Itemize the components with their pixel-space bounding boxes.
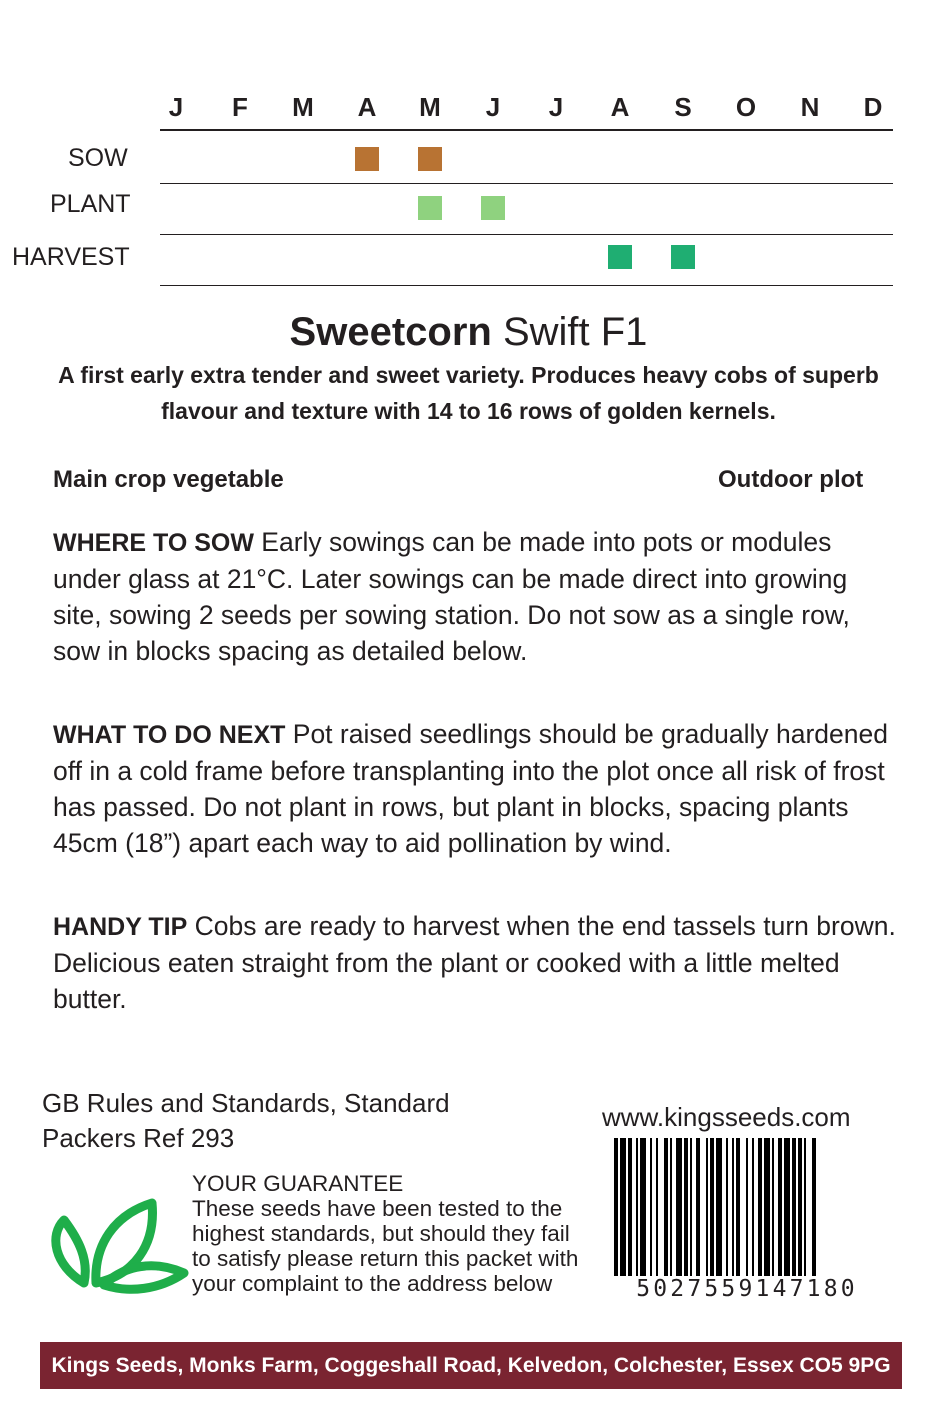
month-label: D bbox=[863, 92, 883, 122]
barcode-bar bbox=[792, 1138, 796, 1298]
product-name: Sweetcorn bbox=[289, 310, 492, 354]
section-handy-tip bbox=[53, 908, 903, 1017]
calendar-cell bbox=[355, 147, 379, 171]
barcode-bar bbox=[690, 1138, 692, 1298]
barcode-bar bbox=[628, 1138, 632, 1298]
barcode-bar bbox=[726, 1138, 728, 1298]
calendar-cell bbox=[671, 245, 695, 269]
calendar-cell bbox=[418, 196, 442, 220]
section-text: Early sowings can be made into pots or modules under glass at 21°C. Later sowings can be made direct into growing site, sowing 2 seeds per sowing station. Do not sow as a single row, sow in blocks spacing as detailed below. bbox=[53, 527, 850, 666]
section-text: Cobs are ready to harvest when the end tassels turn brown. Delicious eaten straight from the plant or cooked with a little melted butter. bbox=[53, 911, 896, 1014]
barcode-bar bbox=[772, 1138, 774, 1298]
month-label: J bbox=[168, 92, 184, 122]
barcode-bar bbox=[752, 1138, 754, 1298]
month-label: M bbox=[292, 92, 314, 122]
barcode-bar bbox=[636, 1138, 638, 1298]
barcode-bar bbox=[716, 1138, 722, 1298]
barcode-bar bbox=[684, 1138, 688, 1298]
row-label-sow: SOW bbox=[68, 144, 128, 172]
barcode-bar bbox=[614, 1138, 618, 1298]
month-label: F bbox=[232, 92, 248, 122]
section-heading: HANDY TIP bbox=[53, 913, 188, 941]
month-label: J bbox=[548, 92, 564, 122]
section-heading: WHERE TO SOW bbox=[53, 529, 254, 557]
website-link[interactable]: www.kingsseeds.com bbox=[602, 1102, 851, 1132]
calendar-cell bbox=[608, 245, 632, 269]
product-title bbox=[0, 310, 937, 355]
variety-name: Swift F1 bbox=[491, 310, 648, 354]
month-label: M bbox=[419, 92, 441, 122]
calendar-divider bbox=[160, 183, 893, 184]
barcode-bar bbox=[676, 1138, 682, 1298]
section-text: Pot raised seedlings should be gradually hardened off in a cold frame before transplanting into the plot once all risk of frost has passed. Do not plant in rows, but plant in blocks, spacing plants 45cm (18”) apart each way to aid pollination by wind. bbox=[53, 719, 888, 858]
calendar-divider bbox=[160, 285, 893, 286]
crop-type: Main crop vegetable bbox=[53, 466, 284, 493]
month-label: A bbox=[357, 92, 377, 122]
barcode-bar bbox=[664, 1138, 668, 1298]
barcode-bar bbox=[710, 1138, 714, 1298]
barcode-bar bbox=[650, 1138, 652, 1298]
row-label-plant: PLANT bbox=[50, 190, 131, 218]
barcode-bar bbox=[784, 1138, 790, 1298]
month-label: S bbox=[674, 92, 692, 122]
barcode-bar bbox=[656, 1138, 658, 1298]
guarantee bbox=[192, 1171, 582, 1296]
guarantee-heading: YOUR GUARANTEE bbox=[192, 1171, 404, 1196]
section-what-to-do-next bbox=[53, 716, 903, 861]
barcode-bar bbox=[764, 1138, 770, 1298]
calendar-cell bbox=[481, 196, 505, 220]
barcode-bar bbox=[670, 1138, 672, 1298]
section-heading: WHAT TO DO NEXT bbox=[53, 721, 286, 749]
barcode-bar bbox=[778, 1138, 782, 1298]
leaf-logo-icon bbox=[44, 1195, 189, 1295]
barcode-bar bbox=[804, 1138, 806, 1298]
calendar-divider bbox=[160, 129, 893, 131]
barcode-bar bbox=[706, 1138, 708, 1298]
guarantee-text: These seeds have been tested to the highest standards, but should they fail to satisfy please return this packet with your complaint to the address below bbox=[192, 1196, 579, 1296]
calendar-divider bbox=[160, 234, 893, 235]
barcode-bar bbox=[812, 1138, 816, 1298]
barcode-bar bbox=[732, 1138, 734, 1298]
product-description: A first early extra tender and sweet variety. Produces heavy cobs of superb flavour and texture with 14 to 16 rows of golden kernels. bbox=[58, 362, 879, 424]
barcode-bar bbox=[746, 1138, 748, 1298]
barcode-bar bbox=[696, 1138, 700, 1298]
footer-address-bar: Kings Seeds, Monks Farm, Coggeshall Road, Kelvedon, Colchester, Essex CO5 9PG bbox=[40, 1342, 902, 1389]
barcode-bar bbox=[758, 1138, 762, 1298]
barcode-bar bbox=[736, 1138, 740, 1298]
barcode-bar bbox=[620, 1138, 626, 1298]
calendar-cell bbox=[418, 147, 442, 171]
month-label: O bbox=[735, 92, 757, 122]
barcode-bar bbox=[640, 1138, 646, 1298]
barcode-number: 5027559147180 bbox=[614, 1276, 880, 1302]
standards-text: GB Rules and Standards, Standard Packers Ref 293 bbox=[42, 1088, 450, 1153]
growing-location: Outdoor plot bbox=[718, 466, 864, 493]
month-label: N bbox=[800, 92, 820, 122]
month-label: J bbox=[485, 92, 501, 122]
row-label-harvest: HARVEST bbox=[12, 243, 130, 271]
barcode-bar bbox=[798, 1138, 802, 1298]
section-where-to-sow bbox=[53, 524, 903, 669]
month-label: A bbox=[610, 92, 630, 122]
